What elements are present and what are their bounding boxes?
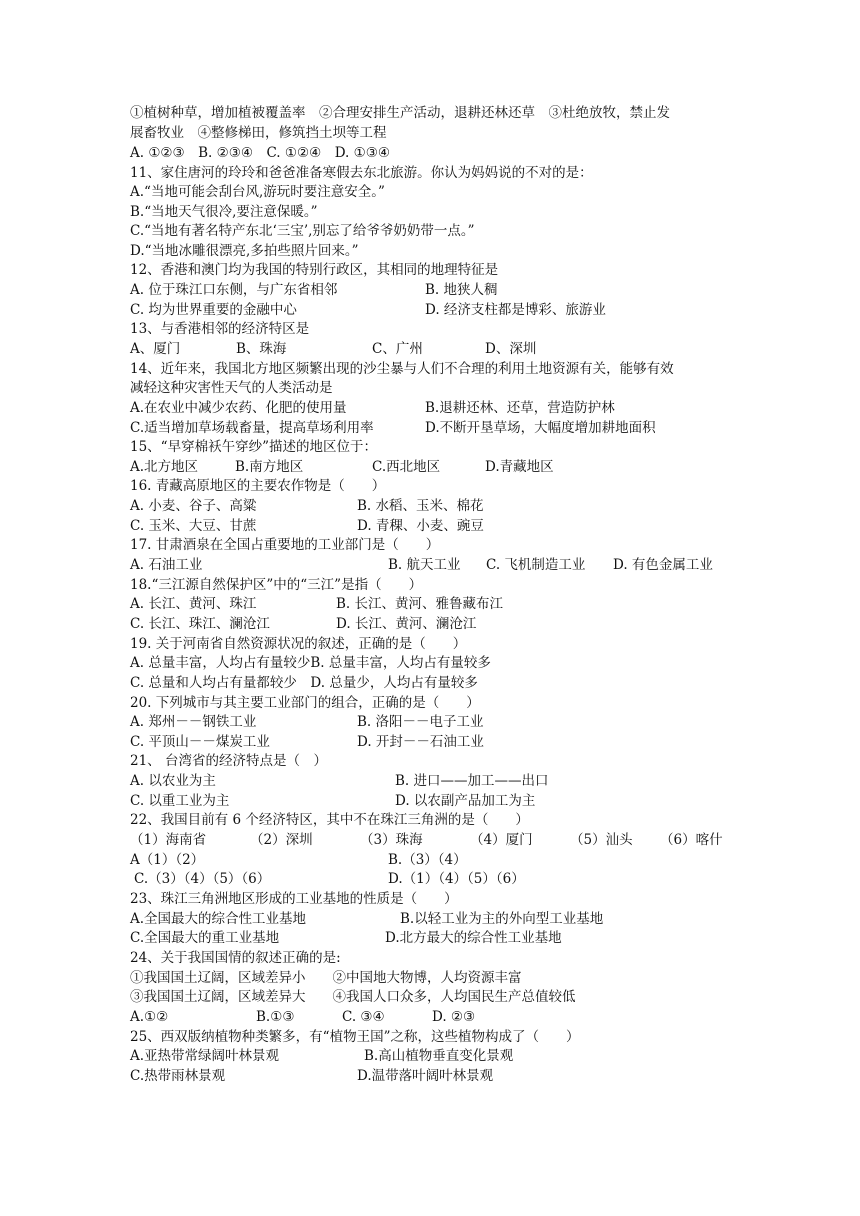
q22-options-row2 (130, 870, 760, 889)
q25-question: 25、西双版纳植物种类繁多，有“植物王国”之称，这些植物构成了（ ） (130, 1029, 580, 1045)
q12-option-d: D. 经济支柱都是博彩、旅游业 (425, 302, 606, 318)
q18-option-a: A. 长江、黄河、珠江 (130, 596, 257, 612)
q23-options-row2 (130, 929, 760, 948)
q14-options-row2 (130, 419, 760, 438)
q16-options-row1 (130, 497, 760, 516)
q10-choices: A. ①②③ B. ②③④ C. ①②④ D. ①③④ (130, 145, 390, 161)
q16-question: 16. 青藏高原地区的主要农作物是（ ） (130, 478, 386, 494)
q23-options-row1 (130, 910, 760, 929)
q17-options (130, 556, 760, 575)
q21-option-c: C. 以重工业为主 (130, 793, 230, 809)
q25-options-row2 (130, 1067, 760, 1086)
q13-option-d: D、深圳 (485, 341, 537, 357)
q23-option-a: A.全国最大的综合性工业基地 (130, 911, 307, 927)
q12-option-b: B. 地狭人稠 (425, 282, 498, 298)
q22-item-1: （1）海南省 (130, 832, 207, 848)
q22-option-d: D.（1）（4）（5）（6） (388, 871, 525, 887)
q16-option-c: C. 玉米、大豆、甘蔗 (130, 518, 257, 534)
q20-option-d: D. 开封－－石油工业 (357, 734, 484, 750)
q22-question: 22、我国目前有 6 个经济特区，其中不在珠江三角洲的是（ ） (130, 812, 529, 828)
q22-option-c: C.（3）（4）（5）（6） (134, 871, 271, 887)
q23-option-d: D.北方最大的综合性工业基地 (385, 930, 562, 946)
q20-option-c: C. 平顶山－－煤炭工业 (130, 734, 270, 750)
q19-question: 19. 关于河南省自然资源状况的叙述，正确的是（ ） (130, 636, 467, 652)
q11-option-d: D.“当地冰雕很漂亮,多拍些照片回来。” (130, 243, 359, 259)
q20-options-row1 (130, 713, 760, 732)
q11-option-c: C.“当地有著名特产东北‘三宝’,别忘了给爷爷奶奶带一点。” (130, 223, 475, 239)
q25-options-row1 (130, 1047, 760, 1066)
q17-option-a: A. 石油工业 (130, 557, 203, 573)
q22-item-6: （6）喀什 (660, 832, 723, 848)
q21-option-b: B. 进口——加工——出口 (395, 773, 549, 789)
q20-option-b: B. 洛阳－－电子工业 (357, 714, 484, 730)
q13-options (130, 340, 760, 359)
q18-option-d: D. 长江、黄河、澜沧江 (336, 616, 477, 632)
q13-option-b: B、珠海 (236, 341, 287, 357)
q14-option-d: D.不断开垦草场，大幅度增加耕地面积 (425, 420, 656, 436)
q10-statements-line1: ①植树种草，增加植被覆盖率 ②合理安排生产活动，退耕还林还草 ③杜绝放牧，禁止发 (130, 105, 670, 121)
q18-question: 18.“三江源自然保护区”中的“三江”是指（ ） (130, 577, 423, 593)
q15-question: 15、“早穿棉袄午穿纱”描述的地区位于： (130, 439, 377, 455)
q14-option-b: B.退耕还林、还草，营造防护林 (425, 400, 615, 416)
q25-option-c: C.热带雨林景观 (130, 1068, 226, 1084)
q20-option-a: A. 郑州－－钢铁工业 (130, 714, 257, 730)
q14-option-a: A.在农业中减少农药、化肥的使用量 (130, 400, 347, 416)
q12-options-row1 (130, 281, 760, 300)
q25-option-a: A.亚热带常绿阔叶林景观 (130, 1048, 280, 1064)
q23-question: 23、珠江三角洲地区形成的工业基地的性质是（ ） (130, 891, 458, 907)
q17-option-c: C. 飞机制造工业 (486, 557, 586, 573)
q15-options (130, 458, 760, 477)
q15-option-c: C.西北地区 (372, 459, 441, 475)
q20-options-row2 (130, 733, 760, 752)
q11-question: 11、家住唐河的玲玲和爸爸准备寒假去东北旅游。你认为妈妈说的不对的是： (130, 165, 593, 181)
q24-option-a: A.①② (130, 1009, 169, 1025)
q19-options-cd: C. 总量和人均占有量都较少 D. 总量少，人均占有量较多 (130, 675, 478, 691)
q16-option-d: D. 青稞、小麦、豌豆 (357, 518, 484, 534)
q22-item-4: （4）厦门 (470, 832, 533, 848)
q22-item-5: （5）汕头 (570, 832, 633, 848)
q22-item-2: （2）深圳 (250, 832, 313, 848)
q20-question: 20. 下列城市与其主要工业部门的组合，正确的是（ ） (130, 695, 480, 711)
q18-option-b: B. 长江、黄河、雅鲁藏布江 (336, 596, 504, 612)
q23-option-c: C.全国最大的重工业基地 (130, 930, 280, 946)
q18-options-row1 (130, 595, 760, 614)
q12-options-row2 (130, 301, 760, 320)
q17-option-b: B. 航天工业 (388, 557, 461, 573)
q15-option-a: A.北方地区 (130, 459, 199, 475)
q21-option-d: D. 以农副产品加工为主 (395, 793, 536, 809)
q15-option-d: D.青藏地区 (485, 459, 554, 475)
q22-item-3: （3）珠海 (360, 832, 423, 848)
q11-option-a: A.“当地可能会刮台风,游玩时要注意安全。” (130, 184, 385, 200)
q15-option-b: B.南方地区 (235, 459, 304, 475)
q14-option-c: C.适当增加草场载畜量，提高草场利用率 (130, 420, 374, 436)
q16-option-a: A. 小麦、谷子、高粱 (130, 498, 257, 514)
q11-option-b: B.“当地天气很冷,要注意保暖。” (130, 204, 318, 220)
q24-statements-line1: ①我国国土辽阔，区域差异小 ②中国地大物博，人均资源丰富 (130, 970, 522, 986)
q24-option-b: B.①③ (256, 1009, 295, 1025)
q22-items (130, 831, 760, 850)
q25-option-d: D.温带落叶阔叶林景观 (357, 1068, 494, 1084)
q13-question: 13、与香港相邻的经济特区是 (130, 321, 310, 337)
q22-option-b: B.（3）（4） (388, 852, 467, 868)
q13-option-a: A、厦门 (130, 341, 181, 357)
q22-option-a: A（1）（2） (130, 852, 205, 868)
q21-options-row2 (130, 792, 760, 811)
q12-option-a: A. 位于珠江口东侧，与广东省相邻 (130, 282, 338, 298)
q14-question-line1: 14、近年来，我国北方地区频繁出现的沙尘暴与人们不合理的利用土地资源有关，能够有效 (130, 361, 674, 377)
q14-question-line2: 减轻这种灾害性天气的人类活动是 (130, 380, 333, 396)
q25-option-b: B.高山植物垂直变化景观 (364, 1048, 514, 1064)
q16-options-row2 (130, 517, 760, 536)
q23-option-b: B.以轻工业为主的外向型工业基地 (400, 911, 604, 927)
q16-option-b: B. 水稻、玉米、棉花 (357, 498, 484, 514)
q12-option-c: C. 均为世界重要的金融中心 (130, 302, 297, 318)
q12-question: 12、香港和澳门均为我国的特别行政区，其相同的地理特征是 (130, 262, 499, 278)
q24-options (130, 1008, 760, 1027)
q18-option-c: C. 长江、珠江、澜沧江 (130, 616, 270, 632)
q21-options-row1 (130, 772, 760, 791)
q24-option-d: D. ②③ (432, 1009, 476, 1025)
q24-question: 24、关于我国国情的叙述正确的是: (130, 950, 341, 966)
q18-options-row2 (130, 615, 760, 634)
q24-statements-line2: ③我国国土辽阔，区域差异大 ④我国人口众多，人均国民生产总值较低 (130, 989, 576, 1005)
q14-options-row1 (130, 399, 760, 418)
q10-statements-line2: 展畜牧业 ④整修梯田，修筑挡土坝等工程 (130, 125, 387, 141)
q24-option-c: C. ③④ (342, 1009, 385, 1025)
q13-option-c: C、广州 (372, 341, 423, 357)
q22-options-row1 (130, 851, 760, 870)
q17-option-d: D. 有色金属工业 (613, 557, 713, 573)
q17-question: 17. 甘肃酒泉在全国占重要地的工业部门是（ ） (130, 537, 440, 553)
q21-option-a: A. 以农业为主 (130, 773, 216, 789)
q19-options-ab: A. 总量丰富，人均占有量较少B. 总量丰富，人均占有量较多 (130, 655, 491, 671)
q21-question: 21、 台湾省的经济特点是（ ） (130, 753, 327, 769)
